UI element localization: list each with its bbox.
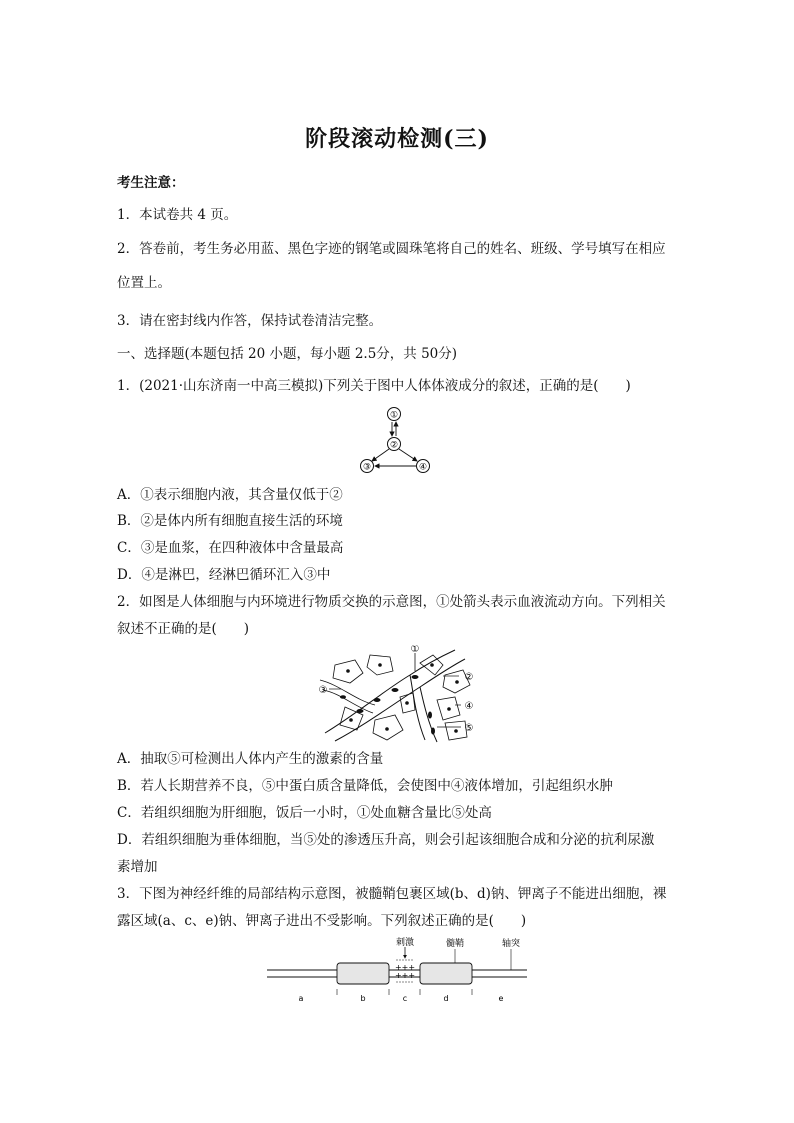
region-label: e (498, 994, 504, 1003)
fig-label: ⑤ (464, 723, 474, 734)
fig-label: ② (389, 440, 399, 451)
svg-text:+++: +++ (394, 963, 416, 972)
question-3-stem: 露区域(a、c、e)钠、钾离子进出不受影响。下列叙述正确的是( ) (117, 913, 527, 929)
fig-label: ④ (464, 701, 474, 712)
axon-label: 轴突 (501, 939, 521, 949)
option: A．①表示细胞内液，其含量仅低于② (117, 487, 343, 503)
option: D．若组织细胞为垂体细胞，当⑤处的渗透压升高，则会引起该细胞合成和分泌的抗利尿激 (117, 832, 655, 848)
fig-label: ① (410, 645, 420, 655)
fig-label: ① (389, 410, 399, 421)
fig-label: ③ (362, 462, 372, 473)
body-fluid-diagram (350, 404, 440, 476)
option: B．若人长期营养不良，⑤中蛋白质含量降低，会使图中④液体增加，引起组织水肿 (117, 778, 613, 794)
question-3-stem: 3．下图为神经纤维的局部结构示意图，被髓鞘包裹区域(b、d)钠、钾离子不能进出细胞，裸 (117, 886, 667, 902)
option: A．抽取⑤可检测出人体内产生的激素的含量 (117, 751, 384, 767)
fig-label: ③ (318, 685, 328, 696)
myelin-label: 髓鞘 (445, 939, 465, 949)
notice-item: 3．请在密封线内作答，保持试卷清洁完整。 (117, 313, 383, 329)
stimulus-label: 刺激 (395, 938, 415, 948)
page-title: 阶段滚动检测(三) (305, 126, 489, 152)
question-1-stem: 1．(2021·山东济南一中高三模拟)下列关于图中人体体液成分的叙述，正确的是( ) (117, 378, 631, 394)
region-label: b (360, 994, 366, 1003)
option: B．②是体内所有细胞直接生活的环境 (117, 513, 343, 529)
notice-item: 2．答卷前，考生务必用蓝、黑色字迹的钢笔或圆珠笔将自己的姓名、班级、学号填写在相应 (117, 241, 666, 257)
nerve-fiber-diagram (265, 937, 535, 1007)
svg-text:+++: +++ (394, 971, 416, 980)
region-label: a (298, 994, 304, 1003)
option: C．③是血浆，在四种液体中含量最高 (117, 540, 344, 556)
notice-heading: 考生注意： (117, 175, 185, 191)
region-label: d (443, 994, 449, 1003)
notice-item: 位置上。 (117, 275, 171, 291)
section-heading: 一、选择题(本题包括 20 小题，每小题 2.5分，共 50分) (117, 346, 458, 362)
notice-item: 1．本试卷共 4 页。 (117, 207, 238, 223)
fig-label: ④ (418, 462, 428, 473)
option: D．④是淋巴，经淋巴循环汇入③中 (117, 567, 331, 583)
question-2-stem: 叙述不正确的是( ) (117, 621, 250, 637)
region-label: c (402, 994, 408, 1003)
fig-label: ② (464, 672, 474, 683)
question-2-stem: 2．如图是人体细胞与内环境进行物质交换的示意图，①处箭头表示血液流动方向。下列相关 (117, 594, 666, 610)
option: 素增加 (117, 859, 158, 875)
option: C．若组织细胞为肝细胞，饭后一小时，①处血糖含量比⑤处高 (117, 805, 492, 821)
tissue-exchange-diagram (315, 645, 485, 745)
